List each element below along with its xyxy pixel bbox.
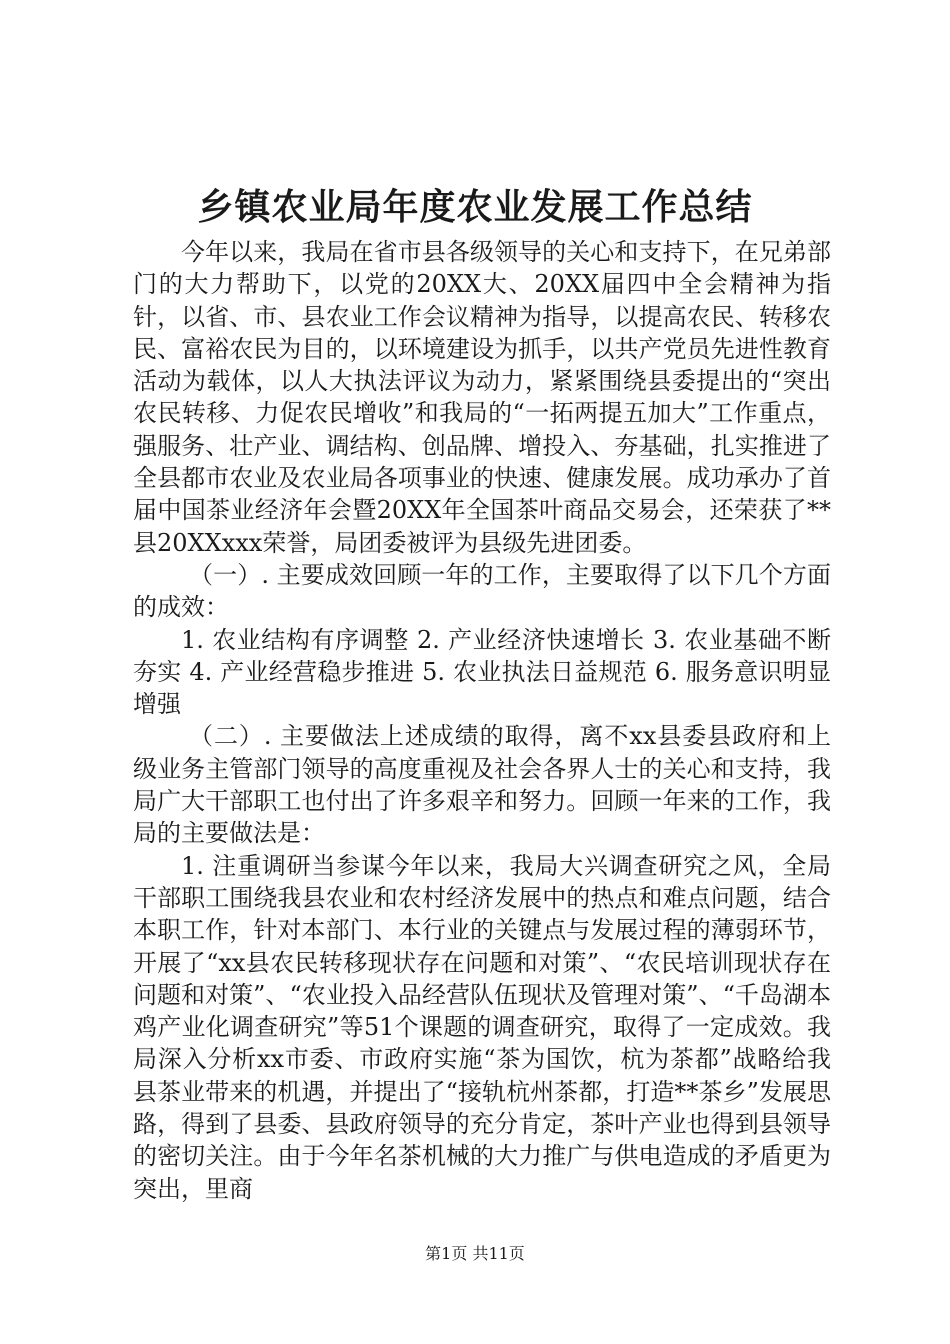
page-footer: 第1页 共11页	[425, 1244, 525, 1263]
paragraph-section-2-heading: （二）. 主要做法上述成绩的取得，离不xx县委县政府和上级业务主管部门领导的高度重视及社会各界人士的关心和支持，我局广大干部职工也付出了许多艰辛和努力。回顾一年来的工作，我局的主要做法是：	[133, 722, 831, 848]
paragraph-intro: 今年以来，我局在省市县各级领导的关心和支持下，在兄弟部门的大力帮助下，以党的20XX大、20XX届四中全会精神为指针，以省、市、县农业工作会议精神为指导，以提高农民、转移农民、富裕农民为目的，以环境建设为抓手，以共产党员先进性教育活动为载体，以人大执法评议为动力，紧紧围绕县委提出的“突出农民转移、力促农民增收”和我局的“一拓两提五加大”工作重点，强服务、壮产业、调结构、创品牌、增投入、夯基础，扎实推进了全县都市农业及农业局各项事业的快速、健康发展。成功承办了首届中国茶业经济年会暨20XX年全国茶叶商品交易会，还荣获了**县20XXxxx荣誉，局团委被评为县级先进团委。	[133, 238, 831, 557]
document-title: 乡镇农业局年度农业发展工作总结	[197, 187, 753, 228]
paragraph-achievements-list: 1. 农业结构有序调整 2. 产业经济快速增长 3. 农业基础不断夯实 4. 产业经营稳步推进 5. 农业执法日益规范 6. 服务意识明显增强	[133, 625, 831, 719]
document-body	[133, 236, 831, 1205]
paragraph-research: 1. 注重调研当参谋今年以来，我局大兴调查研究之风，全局干部职工围绕我县农业和农村经济发展中的热点和难点问题，结合本职工作，针对本部门、本行业的关键点与发展过程的薄弱环节，开展了“xx县农民转移现状存在问题和对策”、“农民培训现状存在问题和对策”、“农业投入品经营队伍现状及管理对策”、“千岛湖本鸡产业化调查研究”等51个课题的调查研究，取得了一定成效。我局深入分析xx市委、市政府实施“茶为国饮，杭为茶都”战略给我县茶业带来的机遇，并提出了“接轨杭州茶都，打造**茶乡”发展思路，得到了县委、县政府领导的充分肯定，茶叶产业也得到县领导的密切关注。由于今年名茶机械的大力推广与供电造成的矛盾更为突出，里商	[133, 851, 831, 1203]
paragraph-section-1-heading: （一）. 主要成效回顾一年的工作，主要取得了以下几个方面的成效：	[133, 560, 831, 622]
